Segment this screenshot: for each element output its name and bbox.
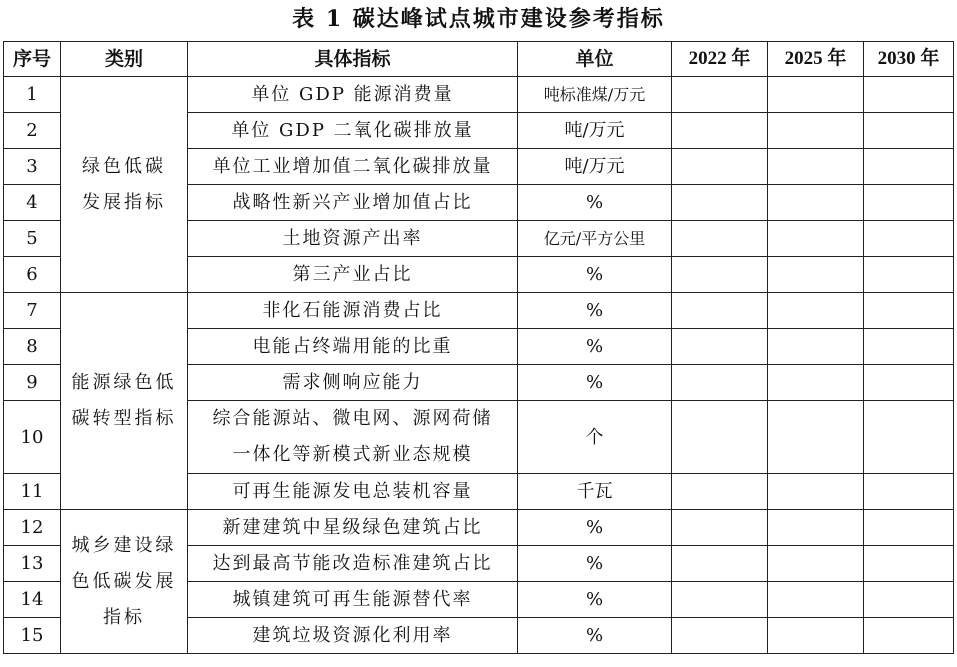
- value-cell-2022: [672, 113, 768, 149]
- value-cell-2025: [768, 293, 864, 329]
- indicator-cell: [188, 618, 518, 654]
- value-cell-2022: [672, 401, 768, 474]
- reference-indicator-table: [3, 41, 954, 654]
- value-cell-2022: [672, 257, 768, 293]
- row-number: 9: [4, 365, 61, 401]
- value-cell-2025: [768, 510, 864, 546]
- value-cell-2022: [672, 474, 768, 510]
- unit-cell: %: [518, 582, 672, 618]
- row-number: 10: [4, 401, 61, 474]
- indicator-label: 电能占终端用能的比重: [252, 336, 453, 357]
- row-number: 13: [4, 546, 61, 582]
- indicator-label: 单位 GDP 能源消费量: [251, 84, 454, 105]
- header-row: [4, 42, 954, 77]
- unit-cell: 千瓦: [518, 474, 672, 510]
- category-label-line: 指标: [103, 606, 145, 628]
- value-cell-2030: [864, 546, 954, 582]
- category-cell: [61, 510, 188, 654]
- value-cell-2030: [864, 185, 954, 221]
- row-number: 7: [4, 293, 61, 329]
- value-cell-2025: [768, 329, 864, 365]
- row-number: 11: [4, 474, 61, 510]
- header-no: 序号: [4, 42, 61, 77]
- row-number: 14: [4, 582, 61, 618]
- indicator-cell: [188, 510, 518, 546]
- unit-cell: %: [518, 329, 672, 365]
- indicator-label: 新建建筑中星级绿色建筑占比: [222, 517, 483, 538]
- value-cell-2030: [864, 329, 954, 365]
- unit-cell: %: [518, 293, 672, 329]
- indicator-label: 达到最高节能改造标准建筑占比: [212, 553, 493, 574]
- unit-cell: 吨/万元: [518, 113, 672, 149]
- value-cell-2022: [672, 185, 768, 221]
- value-cell-2022: [672, 221, 768, 257]
- value-cell-2022: [672, 546, 768, 582]
- value-cell-2025: [768, 77, 864, 113]
- indicator-cell: [188, 401, 518, 474]
- unit-cell: 个: [518, 401, 672, 474]
- indicator-cell: [188, 293, 518, 329]
- unit-cell: %: [518, 618, 672, 654]
- value-cell-2025: [768, 149, 864, 185]
- value-cell-2030: [864, 113, 954, 149]
- row-number: 5: [4, 221, 61, 257]
- header-year-2022: 2022 年: [672, 42, 768, 77]
- row-number: 2: [4, 113, 61, 149]
- indicator-cell: [188, 582, 518, 618]
- indicator-label: 需求侧响应能力: [282, 372, 423, 393]
- unit-cell: %: [518, 510, 672, 546]
- unit-cell: %: [518, 365, 672, 401]
- value-cell-2030: [864, 618, 954, 654]
- category-label-line: 城乡建设绿: [71, 534, 177, 556]
- unit-cell: %: [518, 257, 672, 293]
- indicator-label: 单位工业增加值二氧化碳排放量: [212, 156, 493, 177]
- indicator-cell: [188, 221, 518, 257]
- header-year-2025: 2025 年: [768, 42, 864, 77]
- value-cell-2025: [768, 401, 864, 474]
- value-cell-2030: [864, 510, 954, 546]
- indicator-label: 一体化等新模式新业态规模: [232, 444, 473, 465]
- value-cell-2022: [672, 149, 768, 185]
- value-cell-2030: [864, 221, 954, 257]
- value-cell-2025: [768, 185, 864, 221]
- table-title: 表 1 碳达峰试点城市建设参考指标: [292, 6, 665, 32]
- value-cell-2025: [768, 365, 864, 401]
- value-cell-2025: [768, 113, 864, 149]
- value-cell-2022: [672, 582, 768, 618]
- indicator-cell: [188, 546, 518, 582]
- table-row: [4, 293, 954, 329]
- value-cell-2022: [672, 293, 768, 329]
- category-label-line: 能源绿色低: [71, 372, 177, 393]
- indicator-label: 可再生能源发电总装机容量: [232, 481, 473, 502]
- indicator-cell: [188, 185, 518, 221]
- indicator-cell: [188, 329, 518, 365]
- indicator-label: 单位 GDP 二氧化碳排放量: [231, 120, 474, 141]
- value-cell-2025: [768, 257, 864, 293]
- header-indicator: 具体指标: [188, 42, 518, 77]
- indicator-label: 战略性新兴产业增加值占比: [232, 192, 473, 213]
- value-cell-2030: [864, 401, 954, 474]
- value-cell-2022: [672, 618, 768, 654]
- category-label-line: 发展指标: [82, 191, 166, 213]
- unit-cell: 吨/万元: [518, 149, 672, 185]
- category-label-line: 绿色低碳: [82, 155, 166, 177]
- indicator-cell: [188, 149, 518, 185]
- table-row: [4, 77, 954, 113]
- unit-cell: 亿元/平方公里: [518, 221, 672, 257]
- unit-cell: 吨标准煤/万元: [518, 77, 672, 113]
- value-cell-2030: [864, 77, 954, 113]
- category-label-line: 色低碳发展: [71, 570, 177, 592]
- row-number: 1: [4, 77, 61, 113]
- value-cell-2030: [864, 293, 954, 329]
- row-number: 12: [4, 510, 61, 546]
- value-cell-2030: [864, 582, 954, 618]
- value-cell-2030: [864, 257, 954, 293]
- table-row: [4, 510, 954, 546]
- indicator-cell: [188, 77, 518, 113]
- value-cell-2025: [768, 582, 864, 618]
- value-cell-2022: [672, 365, 768, 401]
- category-cell: [61, 77, 188, 293]
- value-cell-2022: [672, 77, 768, 113]
- category-cell: [61, 293, 188, 510]
- header-unit: 单位: [518, 42, 672, 77]
- row-number: 6: [4, 257, 61, 293]
- value-cell-2030: [864, 474, 954, 510]
- header-year-2030: 2030 年: [864, 42, 954, 77]
- indicator-label: 建筑垃圾资源化利用率: [252, 625, 453, 646]
- value-cell-2022: [672, 510, 768, 546]
- indicator-cell: [188, 365, 518, 401]
- value-cell-2025: [768, 221, 864, 257]
- value-cell-2025: [768, 474, 864, 510]
- row-number: 4: [4, 185, 61, 221]
- indicator-label: 第三产业占比: [292, 264, 413, 285]
- indicator-cell: [188, 257, 518, 293]
- indicator-cell: [188, 474, 518, 510]
- value-cell-2025: [768, 546, 864, 582]
- category-label-line: 碳转型指标: [71, 408, 177, 429]
- indicator-label: 城镇建筑可再生能源替代率: [232, 589, 473, 610]
- header-category: 类别: [61, 42, 188, 77]
- indicator-label: 土地资源产出率: [282, 228, 423, 249]
- value-cell-2025: [768, 618, 864, 654]
- row-number: 15: [4, 618, 61, 654]
- unit-cell: %: [518, 185, 672, 221]
- value-cell-2022: [672, 329, 768, 365]
- indicator-label: 综合能源站、微电网、源网荷储: [212, 408, 493, 429]
- row-number: 3: [4, 149, 61, 185]
- value-cell-2030: [864, 365, 954, 401]
- indicator-cell: [188, 113, 518, 149]
- row-number: 8: [4, 329, 61, 365]
- unit-cell: %: [518, 546, 672, 582]
- value-cell-2030: [864, 149, 954, 185]
- indicator-label: 非化石能源消费占比: [262, 300, 443, 321]
